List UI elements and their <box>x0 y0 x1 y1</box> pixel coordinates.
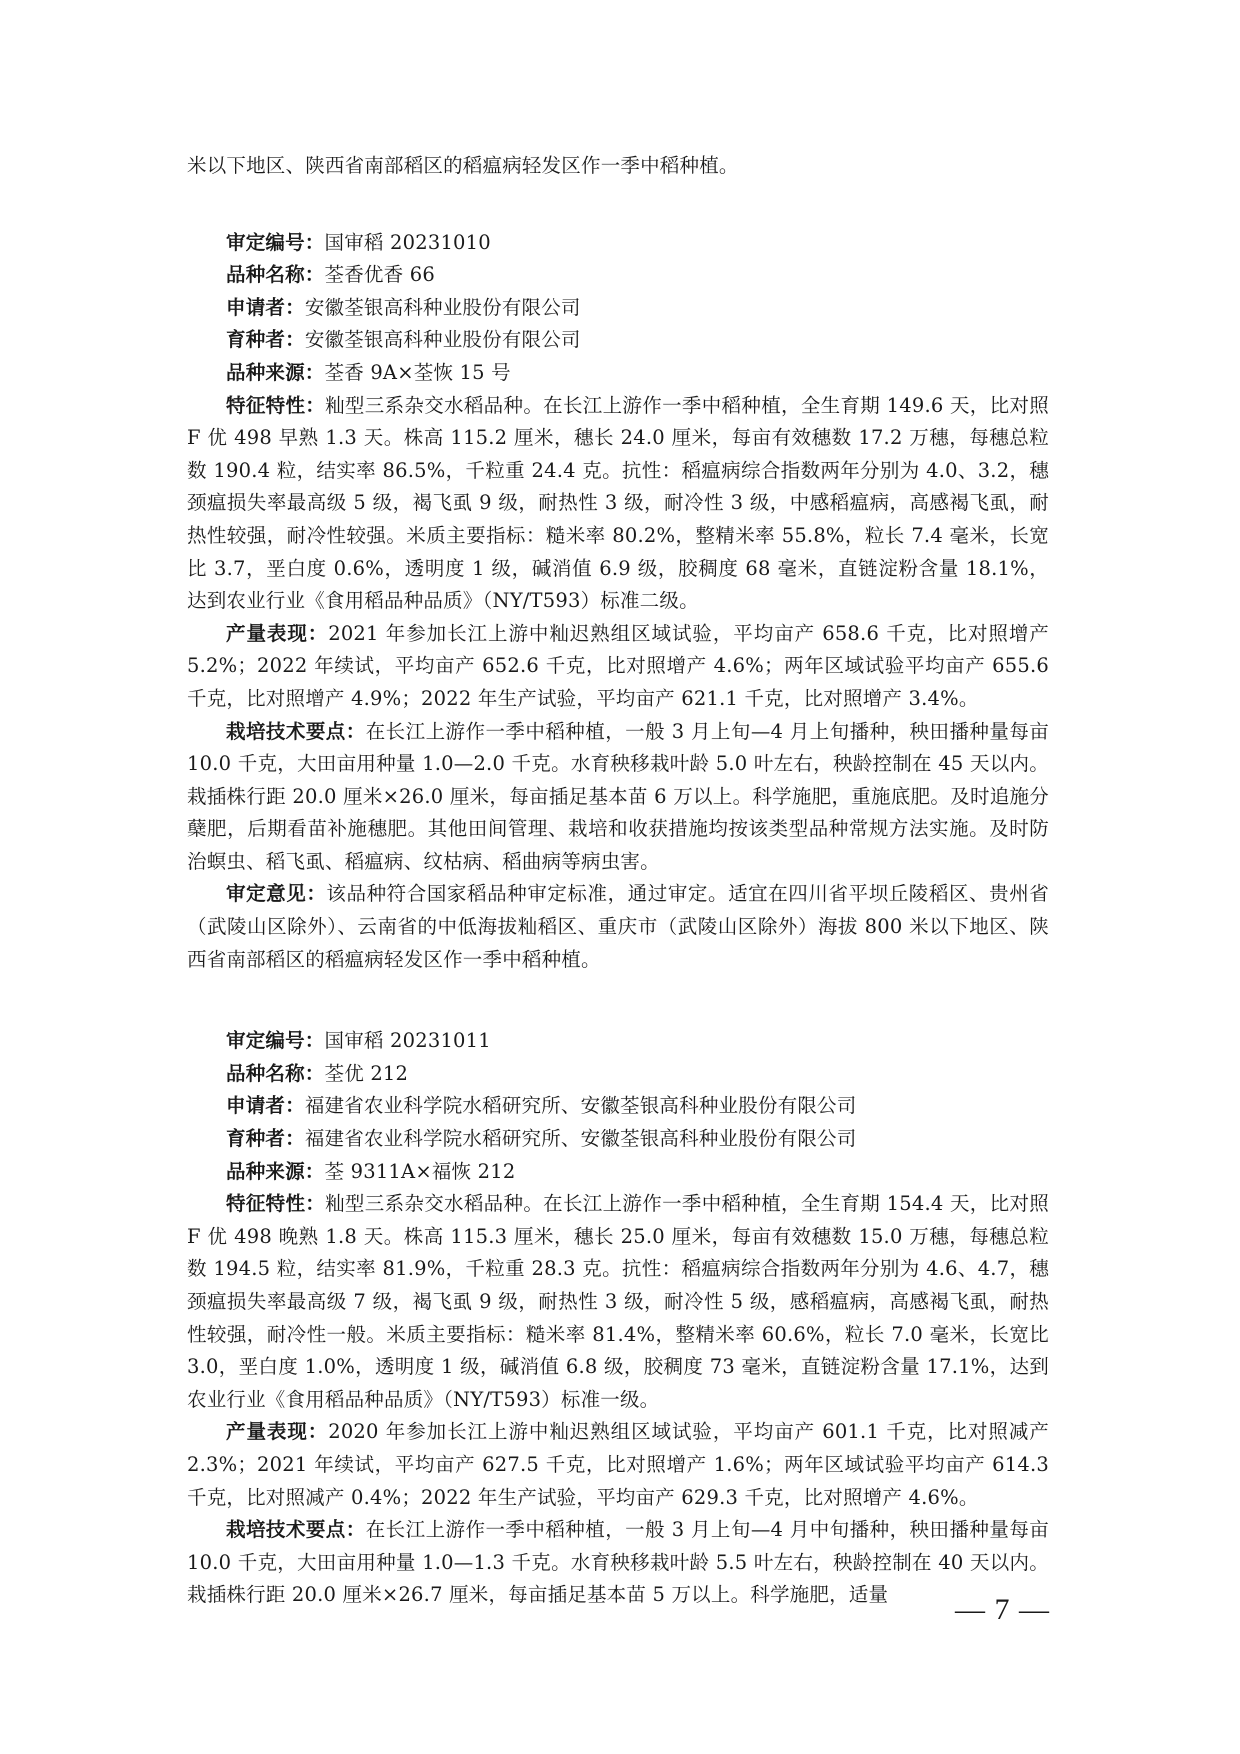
breeder-value: 福建省农业科学院水稻研究所、安徽荃银高科种业股份有限公司 <box>304 1127 857 1151</box>
traits-text: 籼型三系杂交水稻品种。在长江上游作一季中稻种植，全生育期 154.4 天，比对照 F 优 498 晚熟 1.8 天。株高 115.3 厘米，穗长 25.0 厘米，每亩有效穗数 15.0 万穗，每穗总粒数 194.5 粒，结实率 81.9%，千粒重 28.3 克。抗性：稻瘟病综合指数两年分别为 4.6、4.7，穗颈瘟损失率最高级 7 级，褐飞虱 9 级，耐热性 3 级，耐冷性 5 级，感稻瘟病，高感褐飞虱，耐热性较强，耐冷性一般。米质主要指标：糙米率 81.4%，整精米率 60.6%，粒长 7.0 毫米，长宽比 3.0，垩白度 1.0%，透明度 1 级，碱消值 6.8 级，胶稠度 73 毫米，直链淀粉含量 17.1%，达到农业行业《食用稻品种品质》（NY/T593）标准一级。 <box>187 1192 1049 1411</box>
approval-number-line <box>187 1025 1049 1058</box>
yield-paragraph <box>187 1416 1049 1514</box>
opinion-label: 审定意见： <box>226 882 327 906</box>
applicant-line <box>187 1090 1049 1123</box>
page-content <box>187 150 1049 1612</box>
previous-entry-tail: 米以下地区、陕西省南部稻区的稻瘟病轻发区作一季中稻种植。 <box>187 154 739 177</box>
yield-label: 产量表现： <box>226 1420 329 1444</box>
yield-label: 产量表现： <box>226 621 329 645</box>
variety-source-line <box>187 1156 1049 1189</box>
variety-name-value: 荃优 212 <box>324 1061 409 1085</box>
approval-number-line <box>187 227 1049 260</box>
traits-label: 特征特性： <box>226 393 326 417</box>
page-number: — 7 — <box>955 1593 1050 1626</box>
applicant-value: 安徽荃银高科种业股份有限公司 <box>304 295 581 319</box>
opinion-paragraph <box>187 878 1049 976</box>
variety-name-value: 荃香优香 66 <box>324 263 435 287</box>
variety-source-line <box>187 357 1049 390</box>
cultivation-paragraph <box>187 716 1049 879</box>
traits-paragraph <box>187 1188 1049 1416</box>
traits-text: 籼型三系杂交水稻品种。在长江上游作一季中稻种植，全生育期 149.6 天，比对照 F 优 498 早熟 1.3 天。株高 115.2 厘米，穗长 24.0 厘米，每亩有效穗数 17.2 万穗，每穗总粒数 190.4 粒，结实率 86.5%，千粒重 24.4 克。抗性：稻瘟病综合指数两年分别为 4.0、3.2，穗颈瘟损失率最高级 5 级，褐飞虱 9 级，耐热性 3 级，耐冷性 3 级，中感稻瘟病，高感褐飞虱，耐热性较强，耐冷性较强。米质主要指标：糙米率 80.2%，整精米率 55.8%，粒长 7.4 毫米，长宽比 3.7，垩白度 0.6%，透明度 1 级，碱消值 6.9 级，胶稠度 68 毫米，直链淀粉含量 18.1%，达到农业行业《食用稻品种品质》（NY/T593）标准二级。 <box>187 393 1049 613</box>
breeder-line <box>187 324 1049 357</box>
variety-name-label: 品种名称： <box>226 1061 325 1085</box>
approval-number-value: 国审稻 20231011 <box>324 1029 491 1053</box>
variety-entry <box>187 1025 1049 1612</box>
breeder-label: 育种者： <box>226 1127 305 1151</box>
breeder-line <box>187 1123 1049 1156</box>
opinion-text: 该品种符合国家稻品种审定标准，通过审定。适宜在四川省平坝丘陵稻区、贵州省（武陵山区除外）、云南省的中低海拔籼稻区、重庆市（武陵山区除外）海拔 800 米以下地区、陕西省南部稻区的稻瘟病轻发区作一季中稻种植。 <box>187 882 1049 971</box>
cultivation-paragraph <box>187 1514 1049 1612</box>
applicant-label: 申请者： <box>226 295 305 319</box>
yield-text: 2020 年参加长江上游中籼迟熟组区域试验，平均亩产 601.1 千克，比对照减产 2.3%；2021 年续试，平均亩产 627.5 千克，比对照增产 1.6%；两年区域试验平均亩产 614.3 千克，比对照减产 0.4%；2022 年生产试验，平均亩产 629.3 千克，比对照增产 4.6%。 <box>187 1420 1049 1509</box>
cultivation-label: 栽培技术要点： <box>226 719 366 743</box>
cultivation-text: 在长江上游作一季中稻种植，一般 3 月上旬—4 月中旬播种，秧田播种量每亩 10.0 千克，大田亩用种量 1.0—1.3 千克。水育秧移栽叶龄 5.5 叶左右，秧龄控制在 40 天以内。栽插株行距 20.0 厘米×26.7 厘米，每亩插足基本苗 5 万以上。科学施肥，适量 <box>187 1518 1049 1607</box>
approval-number-value: 国审稻 20231010 <box>324 230 491 254</box>
traits-paragraph <box>187 390 1049 618</box>
yield-paragraph <box>187 618 1049 716</box>
variety-name-line <box>187 1058 1049 1091</box>
approval-number-label: 审定编号： <box>226 230 325 254</box>
traits-label: 特征特性： <box>226 1192 326 1216</box>
yield-text: 2021 年参加长江上游中籼迟熟组区域试验，平均亩产 658.6 千克，比对照增产 5.2%；2022 年续试，平均亩产 652.6 千克，比对照增产 4.6%；两年区域试验平均亩产 655.6 千克，比对照增产 4.9%；2022 年生产试验，平均亩产 621.1 千克，比对照增产 3.4%。 <box>187 621 1049 710</box>
variety-source-value: 荃香 9A×荃恢 15 号 <box>324 360 511 384</box>
breeder-label: 育种者： <box>226 328 305 352</box>
variety-source-label: 品种来源： <box>226 1159 325 1183</box>
variety-source-value: 荃 9311A×福恢 212 <box>324 1159 516 1183</box>
applicant-line <box>187 292 1049 325</box>
cultivation-label: 栽培技术要点： <box>226 1518 366 1542</box>
variety-name-line <box>187 259 1049 292</box>
cultivation-text: 在长江上游作一季中稻种植，一般 3 月上旬—4 月上旬播种，秧田播种量每亩 10.0 千克，大田亩用种量 1.0—2.0 千克。水育秧移栽叶龄 5.0 叶左右，秧龄控制在 45 天以内。栽插株行距 20.0 厘米×26.0 厘米，每亩插足基本苗 6 万以上。科学施肥，重施底肥。及时追施分蘖肥，后期看苗补施穗肥。其他田间管理、栽培和收获措施均按该类型品种常规方法实施。及时防治螟虫、稻飞虱、稻瘟病、纹枯病、稻曲病等病虫害。 <box>187 719 1049 873</box>
variety-entry <box>187 227 1049 977</box>
applicant-label: 申请者： <box>226 1094 305 1118</box>
approval-number-label: 审定编号： <box>226 1029 325 1053</box>
breeder-value: 安徽荃银高科种业股份有限公司 <box>304 328 581 352</box>
applicant-value: 福建省农业科学院水稻研究所、安徽荃银高科种业股份有限公司 <box>304 1094 857 1118</box>
variety-name-label: 品种名称： <box>226 263 325 287</box>
variety-source-label: 品种来源： <box>226 360 325 384</box>
